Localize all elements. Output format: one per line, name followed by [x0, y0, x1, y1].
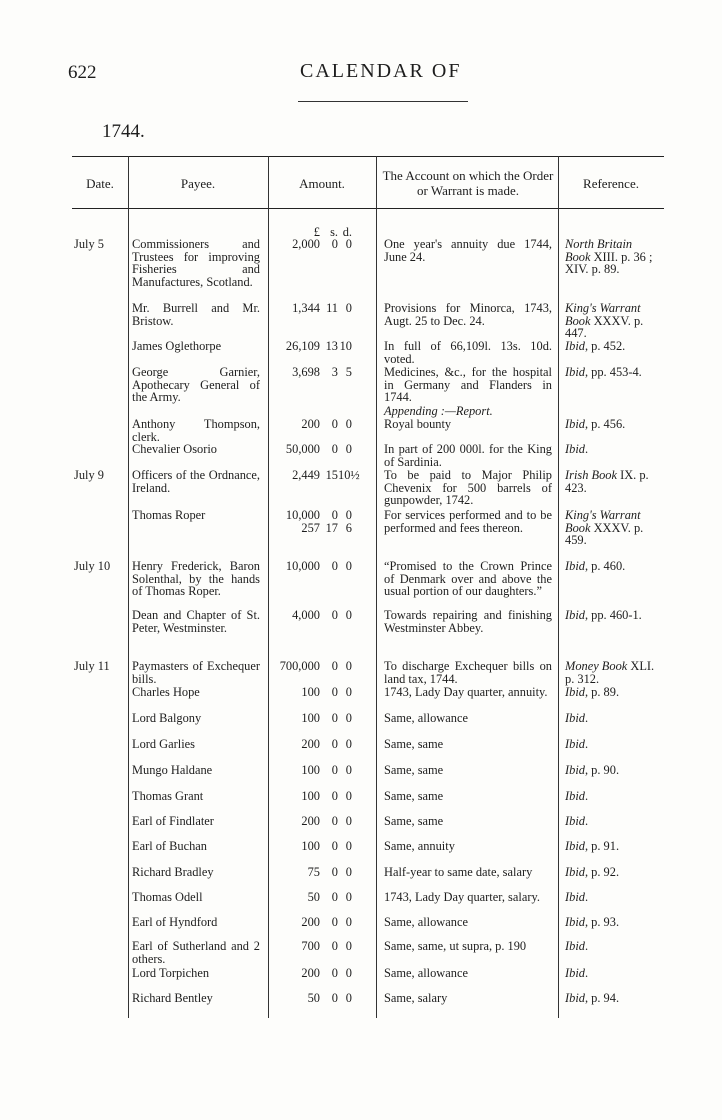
row-account: Half-year to same date, salary — [384, 865, 533, 879]
row-payee: Earl of Hyndford — [132, 915, 218, 929]
amount-pounds: 200 — [301, 966, 320, 980]
row-amount — [272, 866, 364, 879]
row-amount-second — [272, 522, 364, 535]
row-account: One year's annuity due 1744, June 24. — [384, 237, 552, 264]
amount-pence: 0 — [345, 685, 352, 699]
page-number: 622 — [68, 62, 97, 83]
row-payee: Thomas Odell — [132, 890, 203, 904]
amount-pence: 0 — [345, 789, 352, 803]
amount-pounds: 700 — [301, 939, 320, 953]
row-payee: Mr. Burrell and Mr. Bristow. — [132, 301, 260, 328]
row-payee: Chevalier Osorio — [132, 442, 217, 456]
amount-pence: 6 — [345, 521, 352, 535]
row-account: Same, allowance — [384, 915, 468, 929]
unit-pounds: £ — [313, 225, 320, 239]
row-account: Same, same — [384, 737, 444, 751]
amount-pounds: 3,698 — [292, 365, 320, 379]
row-reference: Money Book XLI. p. 312. — [565, 659, 655, 686]
amount-pounds: 1,344 — [292, 301, 320, 315]
year-heading: 1744. — [102, 121, 145, 142]
amount-pence: 10½ — [338, 468, 360, 482]
amount-pence: 0 — [345, 966, 352, 980]
amount-pence: 0 — [345, 939, 352, 953]
row-amount — [272, 366, 364, 379]
row-account: For services performed and to be performed and fees thereon. — [384, 508, 552, 535]
amount-shillings: 0 — [331, 711, 338, 725]
amount-shillings: 0 — [331, 685, 338, 699]
amount-pence: 0 — [345, 659, 352, 673]
amount-pence: 0 — [345, 915, 352, 929]
row-payee: Richard Bradley — [132, 865, 214, 879]
amount-pence: 0 — [345, 763, 352, 777]
unit-shillings: s. — [330, 225, 338, 239]
amount-shillings: 0 — [331, 789, 338, 803]
amount-shillings: 0 — [331, 737, 338, 751]
row-account: To be paid to Major Philip Chevenix for 500 barrels of gunpowder, 1742. — [384, 468, 552, 508]
running-head: CALENDAR OF — [300, 60, 462, 82]
row-payee: Lord Torpichen — [132, 966, 210, 980]
row-payee: Charles Hope — [132, 685, 200, 699]
row-payee: Anthony Thompson, clerk. — [132, 417, 260, 444]
amount-shillings: 0 — [331, 915, 338, 929]
row-reference: Ibid, p. 90. — [565, 763, 620, 777]
amount-pence: 0 — [345, 865, 352, 879]
row-account: Same, annuity — [384, 839, 455, 853]
amount-shillings: 0 — [331, 417, 338, 431]
row-payee: Officers of the Ordnance, Ireland. — [132, 468, 260, 495]
row-amount — [272, 418, 364, 431]
amount-shillings: 0 — [331, 865, 338, 879]
row-payee: Earl of Sutherland and 2 others. — [132, 939, 260, 966]
amount-pounds: 2,000 — [292, 237, 320, 251]
amount-pence: 0 — [345, 301, 352, 315]
amount-pence: 0 — [345, 237, 352, 251]
header-reference: Reference. — [583, 176, 639, 191]
row-reference: Ibid. — [565, 789, 589, 803]
amount-pounds: 50,000 — [285, 442, 320, 456]
amount-shillings: 15 — [325, 468, 338, 482]
row-payee: Henry Frederick, Baron Solenthal, by the hands of Thomas Roper. — [132, 559, 260, 599]
row-amount — [272, 712, 364, 725]
row-amount — [272, 967, 364, 980]
amount-shillings: 0 — [331, 890, 338, 904]
row-payee: Richard Bentley — [132, 991, 213, 1005]
row-payee: Thomas Grant — [132, 789, 204, 803]
row-payee: George Garnier, Apothecary General of the Army. — [132, 365, 260, 405]
amount-pounds: 100 — [301, 685, 320, 699]
amount-shillings: 0 — [331, 966, 338, 980]
row-reference: Ibid, pp. 460-1. — [565, 608, 642, 622]
amount-pence: 0 — [345, 991, 352, 1005]
table-top-rule — [72, 156, 664, 157]
amount-shillings: 0 — [331, 442, 338, 456]
amount-pence: 0 — [345, 711, 352, 725]
row-amount — [272, 764, 364, 777]
row-payee: Paymasters of Exchequer bills. — [132, 659, 260, 686]
row-amount — [272, 738, 364, 751]
amount-shillings: 0 — [331, 508, 338, 522]
row-reference: Ibid. — [565, 814, 589, 828]
row-reference: Irish Book IX. p. 423. — [565, 468, 649, 495]
amount-pounds: 2,449 — [292, 468, 320, 482]
row-payee: Earl of Findlater — [132, 814, 214, 828]
amount-shillings: 0 — [331, 237, 338, 251]
row-amount — [272, 560, 364, 573]
row-reference: Ibid, pp. 453-4. — [565, 365, 642, 379]
amount-pounds: 26,109 — [285, 339, 320, 353]
row-amount — [272, 790, 364, 803]
row-reference: Ibid, p. 460. — [565, 559, 626, 573]
row-account: 1743, Lady Day quarter, salary. — [384, 890, 540, 904]
amount-pence: 0 — [345, 559, 352, 573]
amount-shillings: 17 — [325, 521, 338, 535]
row-amount — [272, 840, 364, 853]
row-payee: Mungo Haldane — [132, 763, 213, 777]
row-reference: Ibid. — [565, 737, 589, 751]
row-date: July 9 — [74, 468, 104, 482]
amount-shillings: 3 — [331, 365, 338, 379]
row-reference: Ibid. — [565, 966, 589, 980]
amount-pence: 0 — [345, 737, 352, 751]
row-account: Same, allowance — [384, 966, 468, 980]
amount-shillings: 0 — [331, 608, 338, 622]
amount-pence: 0 — [345, 508, 352, 522]
row-amount — [272, 940, 364, 953]
amount-pounds: 100 — [301, 763, 320, 777]
amount-pounds: 700,000 — [279, 659, 320, 673]
row-account: 1743, Lady Day quarter, annuity. — [384, 685, 548, 699]
row-reference: North Britain Book XIII. p. 36 ; XIV. p. 89. — [565, 237, 653, 277]
row-reference: Ibid. — [565, 890, 589, 904]
header-account: The Account on which the Order or Warrant is made. — [382, 168, 554, 198]
row-reference: Ibid, p. 94. — [565, 991, 620, 1005]
amount-shillings: 0 — [331, 659, 338, 673]
amount-pounds: 100 — [301, 789, 320, 803]
row-amount — [272, 443, 364, 456]
row-reference: Ibid, p. 89. — [565, 685, 620, 699]
row-amount — [272, 238, 364, 251]
row-amount — [272, 686, 364, 699]
row-amount — [272, 891, 364, 904]
row-account: Same, same — [384, 763, 444, 777]
amount-shillings: 13 — [325, 339, 338, 353]
column-divider-amount — [376, 156, 377, 1018]
row-payee: Commissioners and Trustees for improving Fisheries and Manufactures, Scotland. — [132, 237, 260, 289]
amount-pounds: 75 — [307, 865, 320, 879]
amount-shillings: 0 — [331, 559, 338, 573]
amount-pence: 0 — [345, 417, 352, 431]
row-amount — [272, 509, 364, 522]
amount-pounds: 10,000 — [285, 508, 320, 522]
row-account: Same, same — [384, 814, 444, 828]
row-account: Medicines, &c., for the hospital in Germany and Flanders in 1744. — [384, 365, 552, 405]
header-date: Date. — [86, 176, 114, 191]
row-amount — [272, 340, 364, 353]
row-account: Same, allowance — [384, 711, 468, 725]
row-account: Royal bounty — [384, 417, 452, 431]
amount-pence: 10 — [339, 339, 352, 353]
row-reference: Ibid, p. 92. — [565, 865, 620, 879]
amount-pence: 0 — [345, 839, 352, 853]
row-payee: Earl of Buchan — [132, 839, 208, 853]
row-amount — [272, 660, 364, 673]
row-date: July 11 — [74, 659, 110, 673]
amount-pounds: 10,000 — [285, 559, 320, 573]
amount-pence: 5 — [345, 365, 352, 379]
row-date: July 5 — [74, 237, 104, 251]
amount-pence: 0 — [345, 814, 352, 828]
column-divider-date — [128, 156, 129, 1018]
amount-pounds: 100 — [301, 711, 320, 725]
row-reference: Ibid, p. 456. — [565, 417, 626, 431]
row-account-note: Appending :—Report. — [384, 403, 493, 418]
row-account: Same, same — [384, 789, 444, 803]
row-payee: Thomas Roper — [132, 508, 206, 522]
amount-shillings: 0 — [331, 991, 338, 1005]
row-account: To discharge Exchequer bills on land tax, 1744. — [384, 659, 552, 686]
header-rule — [298, 101, 468, 102]
row-date: July 10 — [74, 559, 111, 573]
row-reference: Ibid. — [565, 939, 589, 953]
row-reference: King's Warrant Book XXXV. p. 447. — [565, 301, 644, 341]
row-reference: Ibid. — [565, 442, 589, 456]
row-reference: Ibid, p. 93. — [565, 915, 620, 929]
amount-pence: 0 — [345, 608, 352, 622]
row-account: In full of 66,109l. 13s. 10d. voted. — [384, 339, 552, 366]
column-divider-payee — [268, 156, 269, 1018]
amount-pounds: 50 — [307, 991, 320, 1005]
row-account: Provisions for Minorca, 1743, Augt. 25 to Dec. 24. — [384, 301, 552, 328]
row-account: Same, salary — [384, 991, 448, 1005]
amount-pounds: 200 — [301, 915, 320, 929]
amount-pounds: 50 — [307, 890, 320, 904]
amount-pounds: 4,000 — [292, 608, 320, 622]
amount-pence: 0 — [345, 442, 352, 456]
amount-pounds: 257 — [301, 521, 320, 535]
amount-shillings: 0 — [331, 839, 338, 853]
header-payee: Payee. — [180, 176, 216, 191]
column-divider-account — [558, 156, 559, 1018]
row-account: “Promised to the Crown Prince of Denmark over and above the usual portion of our daughters.” — [384, 559, 552, 599]
row-reference: Ibid, p. 452. — [565, 339, 626, 353]
row-reference: Ibid, p. 91. — [565, 839, 620, 853]
row-payee: Lord Balgony — [132, 711, 202, 725]
row-amount — [272, 469, 364, 482]
row-payee: Dean and Chapter of St. Peter, Westminster. — [132, 608, 260, 635]
row-payee: James Oglethorpe — [132, 339, 222, 353]
amount-pounds: 100 — [301, 839, 320, 853]
amount-shillings: 11 — [326, 301, 338, 315]
amount-pounds: 200 — [301, 737, 320, 751]
row-reference: King's Warrant Book XXXV. p. 459. — [565, 508, 644, 548]
amount-shillings: 0 — [331, 814, 338, 828]
row-reference: Ibid. — [565, 711, 589, 725]
row-account: Same, same, ut supra, p. 190 — [384, 939, 527, 953]
row-amount — [272, 815, 364, 828]
unit-pence: d. — [342, 225, 352, 239]
row-amount — [272, 916, 364, 929]
amount-shillings: 0 — [331, 939, 338, 953]
table-header-rule — [72, 208, 664, 209]
amount-shillings: 0 — [331, 763, 338, 777]
amount-pounds: 200 — [301, 417, 320, 431]
amount-pounds: 200 — [301, 814, 320, 828]
row-account: Towards repairing and finishing Westminster Abbey. — [384, 608, 552, 635]
header-amount: Amount. — [299, 176, 345, 191]
row-payee: Lord Garlies — [132, 737, 195, 751]
row-amount — [272, 302, 364, 315]
row-amount — [272, 992, 364, 1005]
amount-pence: 0 — [345, 890, 352, 904]
row-account: In part of 200 000l. for the King of Sardinia. — [384, 442, 552, 469]
row-amount — [272, 609, 364, 622]
